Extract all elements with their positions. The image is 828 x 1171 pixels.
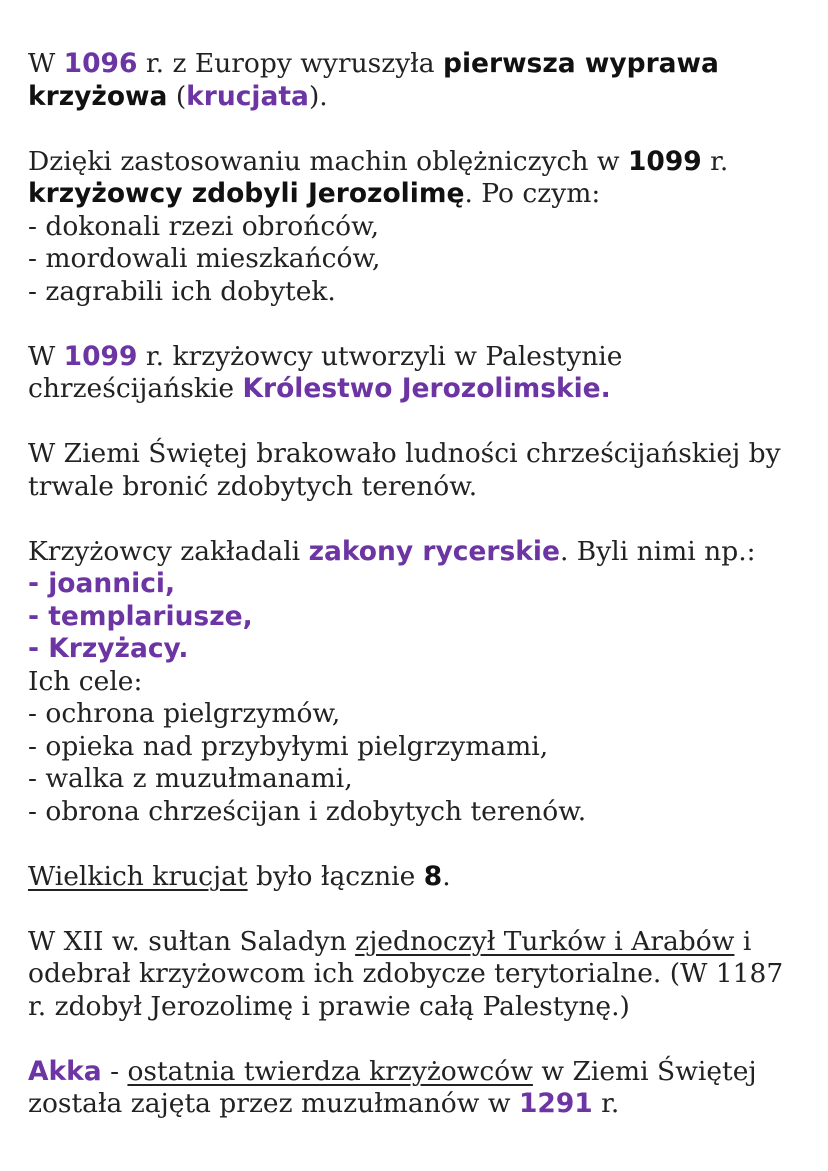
goal-item: - obrona chrześcijan i zdobytych terenów. <box>28 795 587 827</box>
text-line: Wielkich krucjat było łącznie 8. <box>28 860 451 892</box>
underlined-phrase: zjednoczył Turków i Arabów <box>355 925 735 957</box>
order-item: - Krzyżacy. <box>28 633 189 664</box>
underlined-phrase: Wielkich krucjat <box>28 860 248 892</box>
year-highlight: 1291 <box>518 1088 593 1119</box>
text-line: krzyżowa (krucjata). <box>28 80 328 112</box>
paragraph-saladin <box>28 926 818 1024</box>
bold-phrase: krzyżowa <box>28 80 168 112</box>
goal-item: - opieka nad przybyłymi pielgrzymami, <box>28 730 549 762</box>
term-highlight: Akka <box>28 1055 102 1087</box>
term-highlight: zakony rycerskie <box>308 535 560 567</box>
list-item: - zagrabili ich dobytek. <box>28 275 336 307</box>
text-line: r. zdobył Jerozolimę i prawie całą Palestynę.) <box>28 990 630 1022</box>
text-line: W 1096 r. z Europy wyruszyła pierwsza wyprawa <box>28 48 719 79</box>
text-line: chrześcijańskie Królestwo Jerozolimskie. <box>28 373 611 404</box>
paragraph-akka <box>28 1056 818 1121</box>
text-line: Krzyżowcy zakładali zakony rycerskie. Byli nimi np.: <box>28 535 756 567</box>
paragraph-first-crusade <box>28 48 818 113</box>
paragraph-jerusalem <box>28 146 818 309</box>
year-bold: 1099 <box>627 145 702 177</box>
text-line: W XII w. sułtan Saladyn zjednoczył Turków i Arabów i <box>28 925 752 957</box>
year-highlight: 1099 <box>63 340 138 372</box>
order-item: - joannici, <box>28 568 176 599</box>
notes-page <box>28 48 818 1153</box>
year-highlight: 1096 <box>63 48 138 79</box>
bold-phrase: krzyżowcy zdobyli Jerozolimę <box>28 178 465 209</box>
text-line: krzyżowcy zdobyli Jerozolimę. Po czym: <box>28 178 601 209</box>
goal-item: - walka z muzułmanami, <box>28 763 353 794</box>
paragraph-orders <box>28 536 818 829</box>
text-line: W 1099 r. krzyżowcy utworzyli w Palestynie <box>28 340 623 372</box>
term-highlight: krucjata <box>186 80 309 112</box>
text-line: Dzięki zastosowaniu machin oblężniczych w 1099 r. <box>28 145 729 177</box>
text-line: odebrał krzyżowcom ich zdobycze terytorialne. (W 1187 <box>28 958 784 989</box>
paragraph-kingdom <box>28 341 818 406</box>
bold-phrase: pierwsza wyprawa <box>442 48 719 79</box>
paragraph-holy-land <box>28 438 818 503</box>
list-item: - mordowali mieszkańców, <box>28 243 381 274</box>
underlined-phrase: ostatnia twierdza krzyżowców <box>127 1055 533 1087</box>
goals-label: Ich cele: <box>28 665 143 697</box>
number-bold: 8 <box>423 860 443 892</box>
text-line: W Ziemi Świętej brakowało ludności chrześcijańskiej by <box>28 438 781 469</box>
order-item: - templariusze, <box>28 600 253 632</box>
goal-item: - ochrona pielgrzymów, <box>28 698 341 729</box>
list-item: - dokonali rzezi obrońców, <box>28 210 380 242</box>
text-line: została zajęta przez muzułmanów w 1291 r. <box>28 1088 620 1119</box>
paragraph-crusade-count <box>28 861 818 894</box>
text-line: Akka - ostatnia twierdza krzyżowców w Ziemi Świętej <box>28 1055 757 1087</box>
term-highlight: Królestwo Jerozolimskie. <box>242 373 611 404</box>
text-line: trwale bronić zdobytych terenów. <box>28 470 478 502</box>
